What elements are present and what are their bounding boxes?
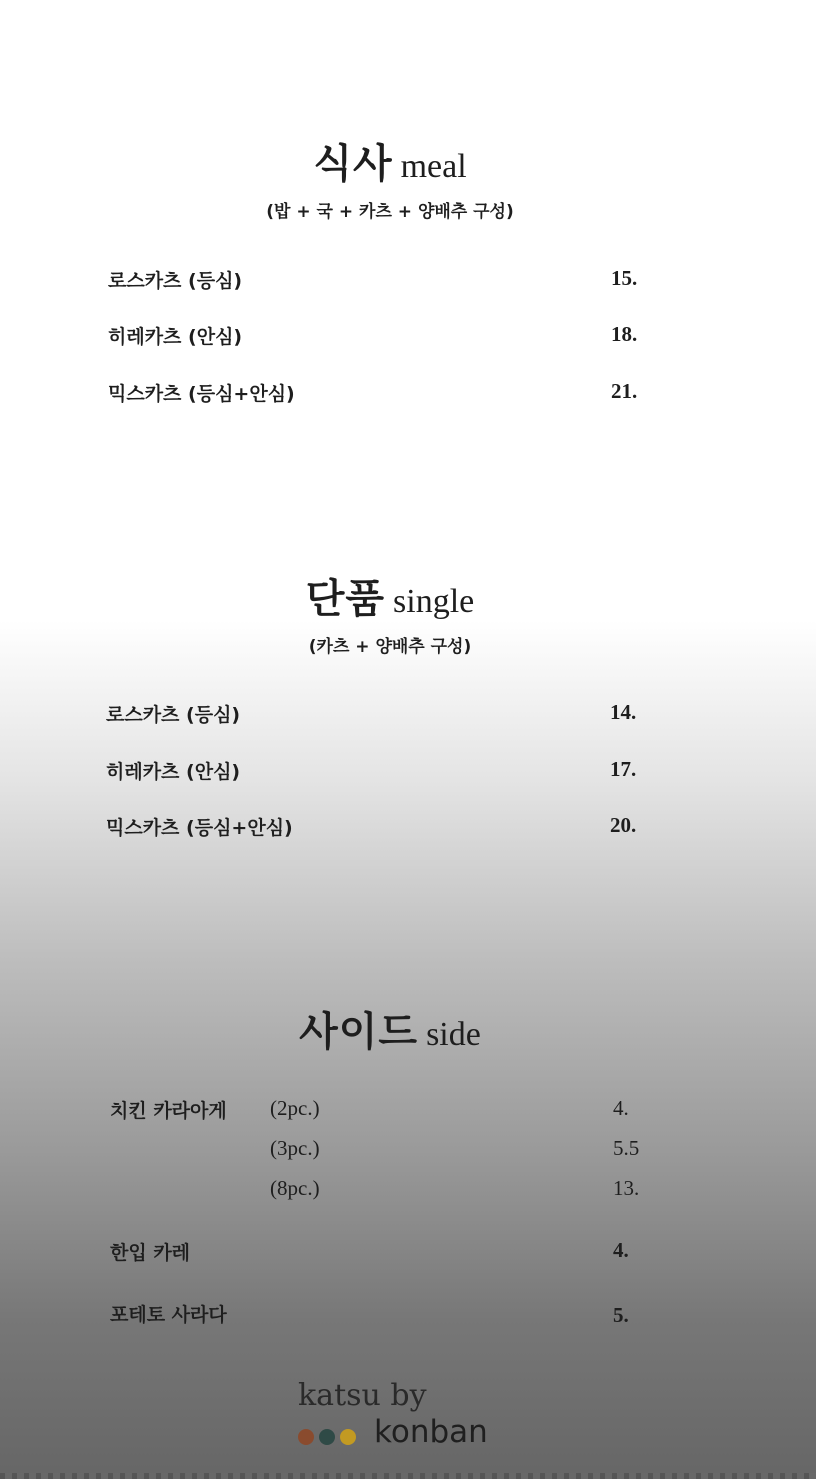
single-title-korean: 단품 (305, 576, 386, 622)
karaage-variant-size: (8pc.) (270, 1176, 320, 1200)
single-title-english: single (393, 583, 475, 620)
brown-dot-icon (298, 1429, 314, 1445)
single-section-title (0, 567, 780, 624)
mustard-dot-icon (340, 1429, 356, 1445)
karaage-variant-size: (3pc.) (270, 1136, 320, 1160)
side-section-title (0, 1000, 780, 1057)
karaage-variant-price: 4. (613, 1096, 629, 1120)
side-title-english: side (426, 1016, 481, 1053)
single-item-price: 17. (610, 757, 637, 781)
brand-logo (298, 1378, 518, 1458)
single-item-name: 믹스카츠 (등심+안심) (106, 817, 293, 839)
meal-item-price: 21. (611, 379, 638, 403)
single-subtitle: (카츠 + 양배추 구성) (308, 637, 472, 657)
logo-word: konban (374, 1414, 488, 1450)
karaage-variant-price: 5.5 (613, 1136, 640, 1160)
meal-subtitle: (밥 + 국 + 카츠 + 양배추 구성) (266, 202, 514, 222)
karaage-variant-size: (2pc.) (270, 1096, 320, 1120)
side-item-price: 4. (613, 1238, 629, 1262)
bottom-decorative-border (0, 1473, 816, 1479)
side-title-korean: 사이드 (299, 1009, 419, 1055)
teal-dot-icon (319, 1429, 335, 1445)
logo-line-katsu-by: katsu by (298, 1378, 427, 1413)
side-item-name: 포테토 사라다 (110, 1304, 227, 1326)
karaage-variant-price: 13. (613, 1176, 640, 1200)
side-item-name: 한입 카레 (110, 1242, 191, 1264)
meal-item-name: 믹스카츠 (등심+안심) (108, 383, 295, 405)
single-item-price: 14. (610, 700, 637, 724)
meal-item-price: 15. (611, 266, 638, 290)
single-item-name: 히레카츠 (안심) (106, 761, 241, 783)
meal-item-price: 18. (611, 322, 638, 346)
single-item-price: 20. (610, 813, 637, 837)
side-item-price: 5. (613, 1303, 629, 1327)
meal-section-title (0, 132, 780, 189)
meal-title-korean: 식사 (313, 141, 393, 187)
meal-item-name: 로스카츠 (등심) (108, 270, 243, 292)
single-item-name: 로스카츠 (등심) (106, 704, 241, 726)
meal-title-english: meal (400, 148, 467, 185)
karaage-item-name: 치킨 카라아게 (110, 1100, 227, 1122)
meal-item-name: 히레카츠 (안심) (108, 326, 243, 348)
